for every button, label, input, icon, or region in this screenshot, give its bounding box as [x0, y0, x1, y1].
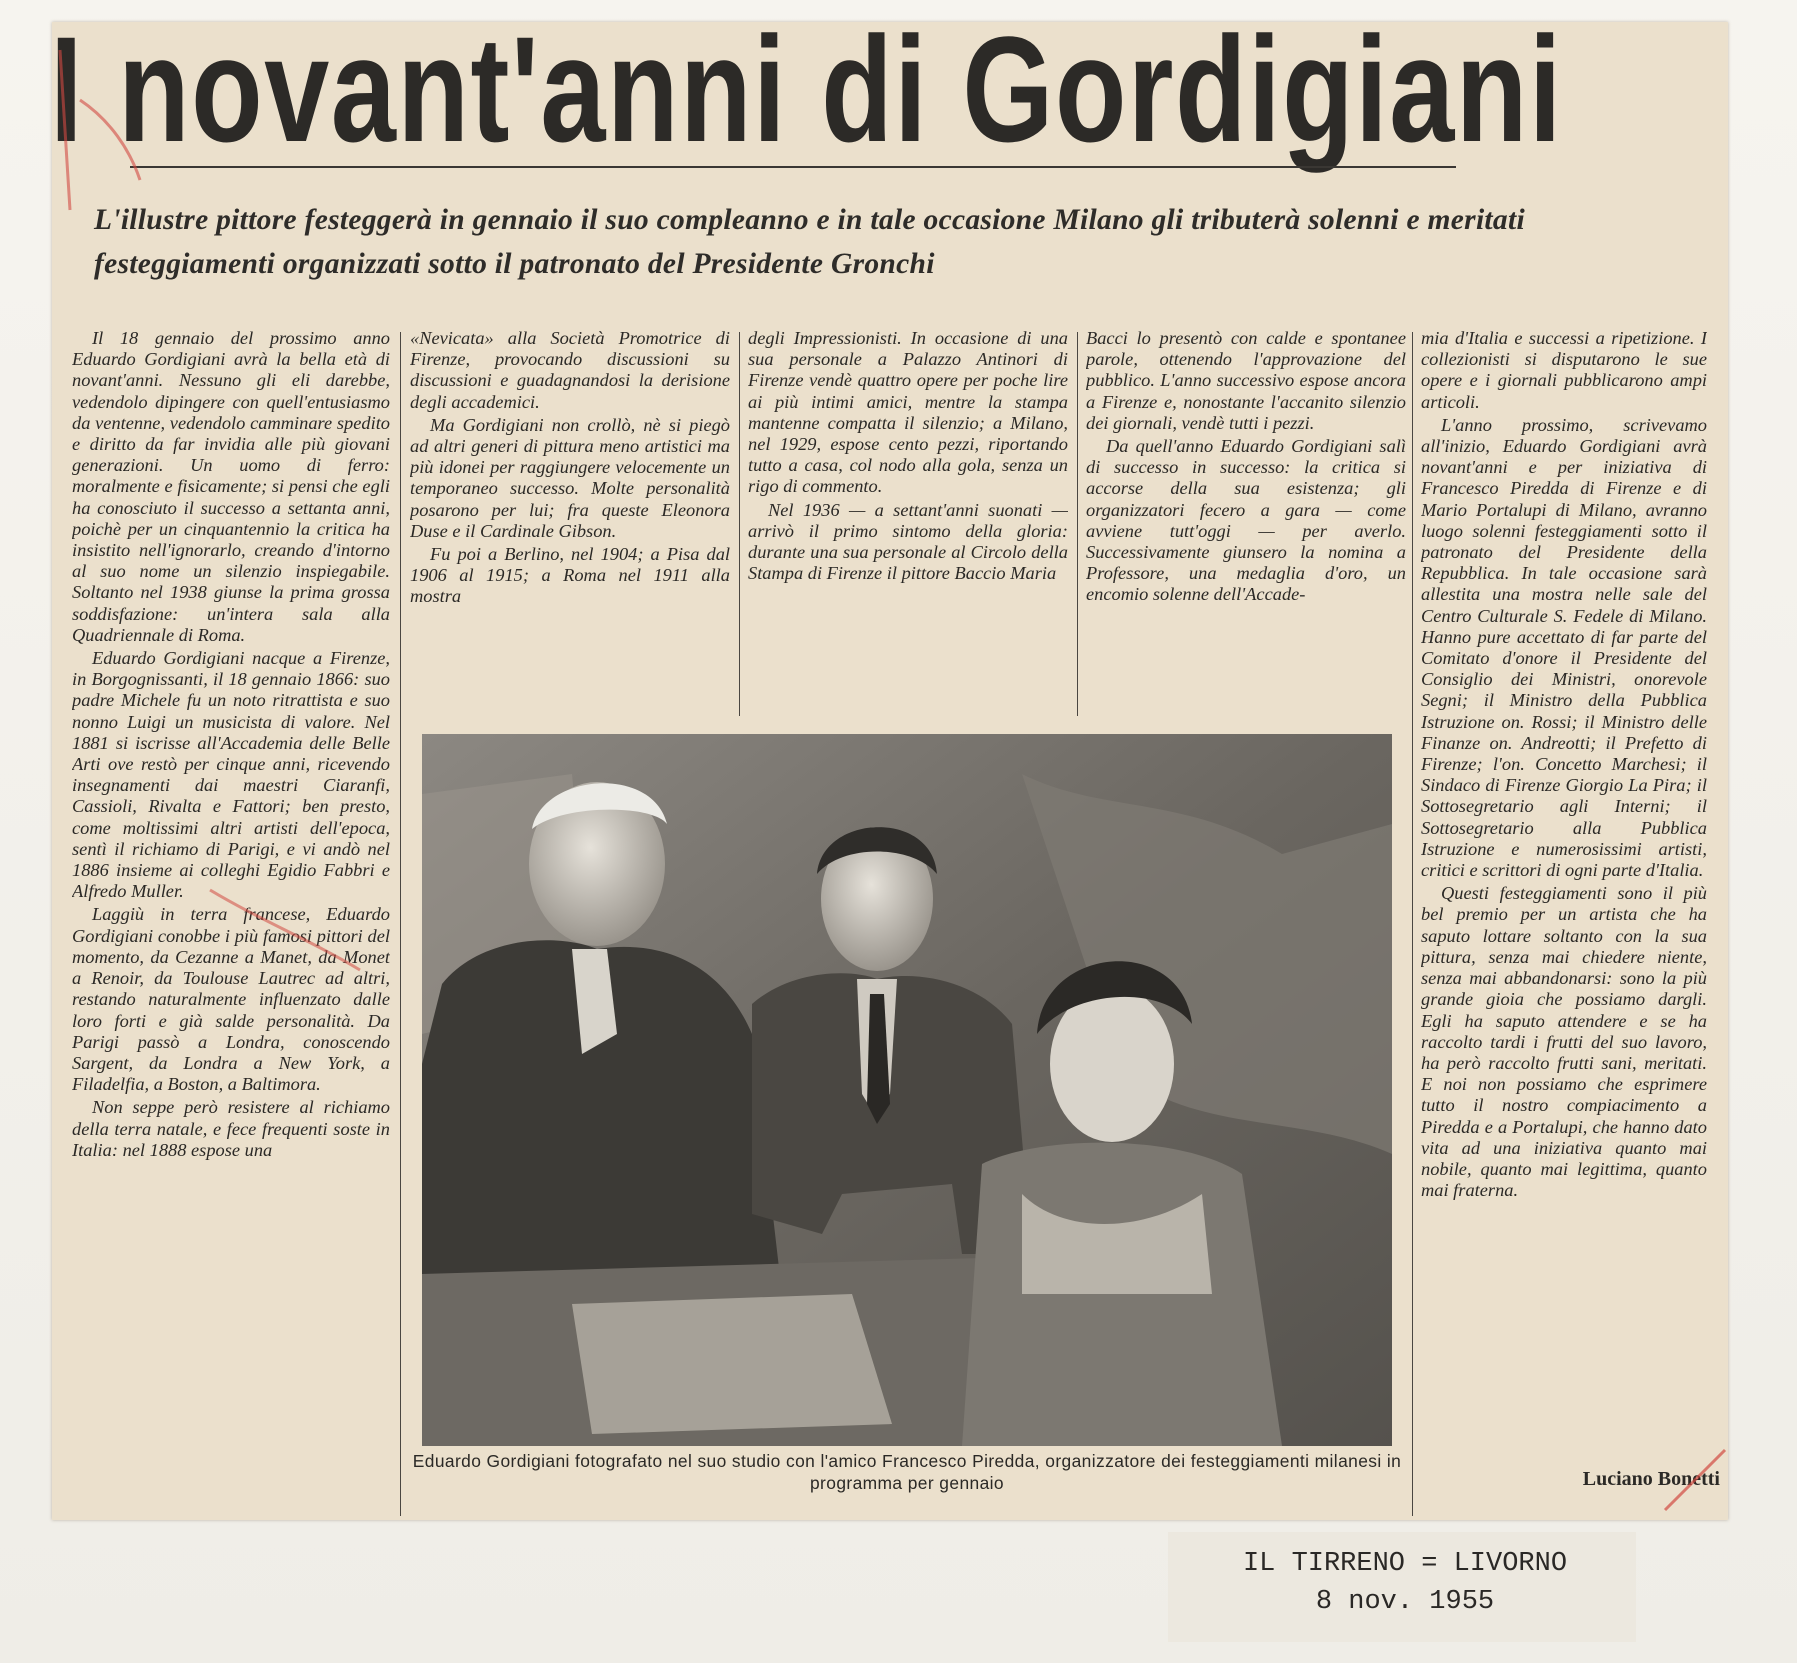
- column-1-paragraph-4: Non seppe però resistere al richiamo della terra natale, e fece frequenti soste in Italia: nel 1888 espose una: [72, 1097, 390, 1160]
- source-label: [1190, 1545, 1620, 1621]
- column-2-paragraph-3: Fu poi a Berlino, nel 1904; a Pisa dal 1906 al 1915; a Roma nel 1911 alla mostra: [410, 544, 730, 607]
- source-newspaper: IL TIRRENO = LIVORNO: [1242, 1549, 1568, 1579]
- portrait-woman-body: [962, 1143, 1282, 1446]
- photograph-image: [422, 734, 1392, 1446]
- article-column-4: [1086, 328, 1406, 716]
- source-date: 8 nov. 1955: [1315, 1587, 1495, 1617]
- column-4-paragraph-2: Da quell'anno Eduardo Gordigiani salì di successo in successo: la critica si accorse della sua esistenza; gli organizzatori fecero a gara — come avviene tutt'oggi — per averlo. Successivamente giunsero la nomina a Professore, una medaglia d'oro, un encomio solenne dell'Accade-: [1086, 436, 1406, 605]
- column-3-paragraph-1: degli Impressionisti. In occasione di una sua personale a Palazzo Antinori di Firenze vendè quattro opere per poche lire ai più intimi amici, mentre la stampa mantenne compatta il silenzio; a Milano, nel 1929, espose cento pezzi, riportando tutto a casa, col nodo alla gola, senza un rigo di commento.: [748, 328, 1068, 497]
- article-byline: Luciano Bonetti: [1582, 1468, 1720, 1490]
- photo-caption: Eduardo Gordigiani fotografato nel suo studio con l'amico Francesco Piredda, organizzatore dei festeggiamenti milanesi in programma per gennaio: [412, 1451, 1402, 1493]
- papers-on-table: [572, 1294, 892, 1434]
- column-5-paragraph-3: Questi festeggiamenti sono il più bel premio per un artista che ha saputo lottare soltanto con la sua pittura, senza mai chiedere niente, senza mai abbandonarsi: sono la più grande gioia che possiamo dargli. Egli ha saputo attendere e se ha raccolto tardi i frutti del suo lavoro, ha però raccolto frutti sani, meritati. E noi non possiamo che esprimere tutto il nostro compiacimento a Piredda e a Portalupi, che hanno dato vita ad una iniziativa quanto mai nobile, quanto mai legittima, quanto mai fraterna.: [1421, 883, 1707, 1201]
- article-column-3: [748, 328, 1068, 716]
- column-1-paragraph-1: Il 18 gennaio del prossimo anno Eduardo Gordigiani avrà la bella età di novant'anni. Nessuno gli eli darebbe, vedendolo dipingere con quell'entusiasmo da ventenne, vedendolo camminare spedito e diritto da far invidia alle più giovani generazioni. Un uomo di ferro: moralmente e fisicamente; si pensi che egli ha conosciuto il successo a settanta anni, poichè per un cinquantennio la critica ha insistito nell'ignorarlo, creando d'intorno al suo nome un silenzio inspiegabile. Soltanto nel 1938 giunse la prima grossa soddisfazione: un'intera sala alla Quadriennale di Roma.: [72, 328, 390, 645]
- column-5-paragraph-1: mia d'Italia e successi a ripetizione. I collezionisti si disputarono le sue opere e i giornali pubblicarono ampi articoli.: [1421, 328, 1707, 412]
- article-column-5: [1421, 328, 1707, 1492]
- portrait-woman-face: [1050, 986, 1174, 1142]
- column-divider-3: [1077, 332, 1078, 716]
- column-2-paragraph-2: Ma Gordigiani non crollò, nè si piegò ad altri generi di pittura meno artistici ma più idonei per raggiungere velocemente un temporaneo successo. Molte personalità posarono per lui; fra queste Eleonora Duse e il Cardinale Gibson.: [410, 414, 730, 541]
- article-subheadline: L'illustre pittore festeggerà in gennaio il suo compleanno e in tale occasione Milano gli tributerà solenni e meritati festeggiamenti organizzati sotto il patronato del Presidente Gronchi: [94, 204, 1525, 280]
- column-4-paragraph-1: Bacci lo presentò con calde e spontanee parole, ottenendo l'approvazione del pubblico. L'anno successivo espose ancora a Firenze e, nonostante l'accanito silenzio dei giornali, vendè tutti i pezzi.: [1086, 328, 1406, 433]
- column-divider-1: [400, 332, 401, 1516]
- article-column-1: [72, 328, 390, 1518]
- article-column-2: [410, 328, 730, 716]
- column-3-paragraph-2: Nel 1936 — a settant'anni suonati — arrivò il primo sintomo della gloria: durante una sua personale al Circolo della Stampa di Firenze il pittore Baccio Maria: [748, 499, 1068, 584]
- headline-rule: [130, 166, 1456, 168]
- column-1-paragraph-2: Eduardo Gordigiani nacque a Firenze, in Borgognissanti, il 18 gennaio 1866: suo padre Michele fu un noto ritrattista e suo nonno Luigi un musicista di valore. Nel 1881 si iscrisse all'Accademia delle Belle Arti ove restò per cinque anni, ricevendo insegnamenti dai maestri Ciaranfi, Cassioli, Rivalta e Fattori; ben presto, come moltissimi altri artisti dell'epoca, sentì il richiamo di Parigi, e vi andò nel 1886 insieme ai colleghi Egidio Fabbri e Alfredo Muller.: [72, 648, 390, 902]
- article-photograph: [422, 734, 1392, 1446]
- column-1-paragraph-3: Laggiù in terra francese, Eduardo Gordigiani conobbe i più famosi pittori del momento, da Cezanne a Manet, da Monet a Renoir, da Toulouse Lautrec ad altri, restando naturalmente influenzato dalle loro forti e già salde personalità. Da Parigi passò a Londra, conoscendo Sargent, da Londra a New York, a Filadelfia, a Boston, a Baltimora.: [72, 904, 390, 1095]
- column-divider-4: [1412, 332, 1413, 1516]
- column-2-paragraph-1: «Nevicata» alla Società Promotrice di Firenze, provocando discussioni su discussioni e guadagnandosi la derisione degli accademici.: [410, 328, 730, 412]
- column-5-paragraph-2: L'anno prossimo, scrivevamo all'inizio, Eduardo Gordigiani avrà novant'anni e per iniziativa di Francesco Piredda di Firenze e di Mario Portalupi di Milano, avranno luogo solenni festeggiamenti sotto il patronato del Presidente della Repubblica. In tale occasione sarà allestita una mostra nelle sale del Centro Culturale S. Fedele di Milano. Hanno pure accettato di far parte del Comitato d'onore il Presidente del Consiglio dei Ministri, onorevole Segni; il Ministro della Pubblica Istruzione on. Rossi; il Ministro delle Finanze on. Andreotti; il Prefetto di Firenze; l'on. Concetto Marchesi; il Sindaco di Firenze Giorgio La Pira; il Sottosegretario agli Interni; il Sottosegretario alla Pubblica Istruzione e numerosissimi artisti, critici e scrittori di ogni parte d'Italia.: [1421, 414, 1707, 881]
- article-headline: I novant'anni di Gordigiani: [50, 5, 1563, 173]
- column-divider-2: [739, 332, 740, 716]
